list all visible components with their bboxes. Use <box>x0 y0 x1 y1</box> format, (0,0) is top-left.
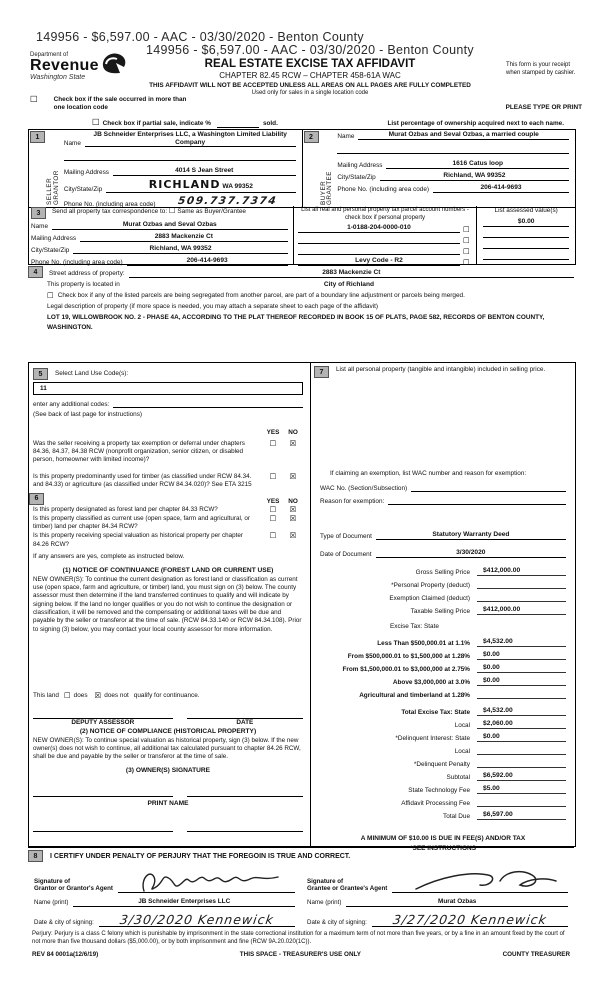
section-4 <box>28 266 574 332</box>
section-3 <box>28 206 576 265</box>
partial-sale-checkbox[interactable]: ☐ <box>92 118 100 128</box>
buyer-address-value[interactable]: 1616 Catus loop <box>386 160 569 169</box>
date-of-document-value[interactable]: 3/30/2020 <box>376 549 566 558</box>
personal-deduct-value[interactable] <box>477 580 566 589</box>
additional-codes-value[interactable] <box>113 399 303 408</box>
s6-q1-yes-checkbox[interactable]: ☐ <box>269 504 277 514</box>
section-8 <box>28 847 574 958</box>
s6-q3-no-checkbox[interactable]: ☒ <box>289 531 297 541</box>
delinquent-penalty-label: *Delinquent Penalty <box>413 761 470 768</box>
ownership-note: List percentage of ownership acquired next to each name. <box>387 119 564 127</box>
tier2-value[interactable]: $0.00 <box>477 651 566 660</box>
local-value[interactable]: $2,060.00 <box>477 720 566 729</box>
agricultural-label: Agricultural and timberland at 1.28% <box>359 692 470 699</box>
same-as-buyer-checkbox[interactable]: ☐ <box>168 206 176 215</box>
mid-box <box>28 362 576 852</box>
wac-value[interactable] <box>411 483 566 492</box>
s5-question-1: Was the seller receiving a property tax exemption or deferral under chapters 84.36, 84.37, 84.38 RCW (nonprofit organization, senior citizen, or disabled person, homeowner with limited income)? ☐ ☒ <box>33 440 303 465</box>
s5-q2-yes-checkbox[interactable]: ☐ <box>269 471 277 481</box>
grantor-signature-field[interactable] <box>118 870 295 893</box>
section-3-number: 3 <box>31 207 46 219</box>
owner-signature-line-1[interactable] <box>33 788 173 797</box>
grantee-signing-block <box>301 865 574 927</box>
exemption-deduct-value[interactable] <box>477 593 566 602</box>
s6-q2-yes-checkbox[interactable]: ☐ <box>269 514 277 524</box>
grantor-signing-block <box>28 865 301 927</box>
s3-phone-value[interactable]: 206-414-9693 <box>127 257 288 266</box>
legal-description-label: Legal description of property (if more space is needed, you may attach a separate sheet to each page of the affidavit) <box>47 303 378 310</box>
owners-signature-title: (3) OWNER(S) SIGNATURE <box>125 766 211 774</box>
buyer-name-value[interactable]: Murat Ozbas and Seval Ozbas, a married couple <box>358 131 569 140</box>
gross-price-value[interactable]: $412,000.00 <box>477 567 566 576</box>
deputy-assessor-signature-line[interactable] <box>33 710 173 719</box>
multi-location-label: Check box if the sale occurred in more than one location code <box>53 96 187 111</box>
taxable-price-label: Taxable Selling Price <box>410 608 470 615</box>
section-4-number: 4 <box>28 266 43 278</box>
print-name-title: PRINT NAME <box>147 799 189 807</box>
land-use-label: Select Land Use Code(s): <box>55 370 129 377</box>
cashier-stamp-line-1: 149956 - $6,597.00 - AAC - 03/30/2020 - Benton County <box>36 30 364 44</box>
parcel-1-checkbox[interactable]: ☐ <box>462 224 470 234</box>
levy-code-value[interactable]: Levy Code - R2 <box>298 257 461 266</box>
agricultural-value[interactable] <box>477 690 566 699</box>
delinquent-interest-value[interactable]: $0.00 <box>477 733 566 742</box>
s6-q1-no-checkbox[interactable]: ☒ <box>289 504 297 514</box>
seller-city-label: City/State/Zip <box>63 185 103 193</box>
section-5-number: 5 <box>33 368 48 380</box>
assessed-4-value[interactable] <box>483 251 569 260</box>
buyer-city-label: City/State/Zip <box>337 174 376 181</box>
s6-question-2: Is this property classified as current use (open space, farm and agricultural, or timber) land per chapter 84.34 RCW? ☐ ☒ <box>33 515 303 531</box>
total-due-label: Total Due <box>443 813 470 820</box>
parcel-3-checkbox[interactable]: ☐ <box>462 246 470 256</box>
s6-yes-header: YES <box>266 497 280 505</box>
assessed-1-value[interactable]: $0.00 <box>483 218 569 227</box>
processing-fee-label: Affidavit Processing Fee <box>401 800 470 807</box>
deputy-assessor-label: DEPUTY ASSESSOR <box>71 718 135 726</box>
grantor-name-print-value[interactable]: JB Schneider Enterprises LLC <box>73 898 295 907</box>
parcel-1-value[interactable]: 1-0188-204-0000-010 <box>298 224 461 233</box>
grantee-signature-label: Signature of Grantee or Grantee's Agent <box>307 877 388 893</box>
assessed-2-value[interactable] <box>483 229 569 238</box>
assessed-3-value[interactable] <box>483 240 569 249</box>
single-location-note: Used only for sales in a single location code <box>251 90 369 96</box>
notice-compliance-title: (2) NOTICE OF COMPLIANCE (HISTORICAL PROPERTY) <box>79 727 257 735</box>
seller-section <box>29 130 302 207</box>
reason-label: Reason for exemption: <box>320 498 385 505</box>
tier1-value[interactable]: $4,532.00 <box>477 638 566 647</box>
s3-phone-label: Phone No. (including area code) <box>31 259 123 266</box>
land-use-input[interactable]: 11 <box>33 382 303 395</box>
s3-address-label: Mailing Address <box>31 235 77 242</box>
tech-fee-label: State Technology Fee <box>408 787 470 794</box>
grantor-signature <box>136 867 286 895</box>
richland-stamp: RICHLAND <box>148 178 221 192</box>
local2-label: Local <box>454 748 470 755</box>
dept-name: Revenue <box>30 57 99 74</box>
assessor-date-label: DATE <box>236 718 254 726</box>
segregated-checkbox[interactable]: ☐ <box>47 291 54 300</box>
s5-question-2: Is this property predominantly used for timber (as classified under RCW 84.34. and 84.33) or agriculture (as classified under RCW 84.34.020)? See ETA 3215 ☐ ☒ <box>33 473 303 489</box>
parties-box <box>28 129 576 208</box>
s3-address-value[interactable]: 2883 Mackenzie Ct <box>80 233 287 242</box>
section-7-column <box>311 363 575 852</box>
seller-name-value[interactable]: JB Schneider Enterprises LLC, a Washington Limited Liability Company <box>85 131 296 147</box>
parcel-2-value[interactable] <box>298 235 461 244</box>
parcel-3-value[interactable] <box>298 246 461 255</box>
parcel-header: List all real and personal property tax parcel account numbers - check box if personal property <box>301 207 469 221</box>
send-correspondence-label: Send all property tax correspondence to: ☐ Same as Buyer/Grantee <box>52 206 246 215</box>
type-of-document-label: Type of Document <box>320 533 372 540</box>
date-of-document-label: Date of Document <box>320 551 372 558</box>
dept-sub: Washington State <box>30 74 86 81</box>
grantor-date-city-value[interactable]: 3/30/2020 Kennewick <box>99 908 295 927</box>
does-checkbox[interactable]: ☐ <box>63 691 71 701</box>
buyer-name-label: Name <box>337 133 355 140</box>
certify-statement: I CERTIFY UNDER PENALTY OF PERJURY THAT THE FOREGOIN IS TRUE AND CORRECT. <box>50 852 351 860</box>
rev-code: REV 84 0001a(12/6/19) <box>32 951 99 958</box>
s3-name-value[interactable]: Murat Ozbas and Seval Ozbas <box>52 221 288 230</box>
street-address-value[interactable]: 2883 Mackenzie Ct <box>129 269 574 278</box>
tier3-value[interactable]: $0.00 <box>477 664 566 673</box>
s3-name-label: Name <box>31 223 49 230</box>
wac-label: WAC No. (Section/Subsection) <box>320 485 408 492</box>
s3-city-label: City/State/Zip <box>31 247 70 254</box>
subtotal-label: Subtotal <box>446 774 470 781</box>
tech-fee-value[interactable]: $5.00 <box>477 785 566 794</box>
s5-q1-yes-checkbox[interactable]: ☐ <box>269 439 277 448</box>
grantor-date-city-label: Date & city of signing: <box>34 919 94 927</box>
assessed-header: List assessed value(s) <box>494 207 558 214</box>
section-7-number: 7 <box>314 366 329 378</box>
buyer-side-label: BUYER GRANTEE <box>319 171 334 205</box>
s6-q2-no-checkbox[interactable]: ☒ <box>289 514 297 524</box>
seller-side-label: SELLER GRANTOR <box>46 170 60 205</box>
local-label: Local <box>454 722 470 729</box>
multi-location-checkbox[interactable]: ☐ <box>30 95 38 105</box>
parcel-2-checkbox[interactable]: ☐ <box>462 235 470 245</box>
exemption-deduct-label: Exemption Claimed (deduct) <box>389 595 470 602</box>
s6-question-1: Is this property designated as forest land per chapter 84.33 RCW? ☐ ☒ <box>33 506 303 514</box>
delinquent-penalty-value[interactable] <box>477 759 566 768</box>
notice-continuance-title: (1) NOTICE OF CONTINUANCE (FOREST LAND OR CURRENT USE) <box>62 566 274 574</box>
seller-phone-value[interactable]: 509.737.7374 <box>160 195 296 208</box>
located-in-label: This property is located in <box>47 281 120 288</box>
does-not-checkbox[interactable]: ☒ <box>94 691 102 701</box>
grantee-signature <box>410 867 560 895</box>
perjury-statement: Perjury: Perjury is a class C felony which is punishable by imprisonment in the state correctional institution for a maximum term of not more than five years, or by a fine in an amount fixed by the court of not more than five thousand dollars ($5,000.00), or by both imprisonment and fine (RCW 9A.20.020(1C)). <box>32 931 565 945</box>
s6-q3-yes-checkbox[interactable]: ☐ <box>269 531 277 541</box>
grantee-date-city-label: Date & city of signing: <box>307 919 367 927</box>
minimum-note-2: *SEE INSTRUCTIONS <box>409 844 477 852</box>
type-or-print-label: PLEASE TYPE OR PRINT <box>505 104 582 111</box>
treasurer-space-label: THIS SPACE - TREASURER'S USE ONLY <box>239 951 361 958</box>
seller-city-value[interactable]: RICHLAND WA 99352 <box>106 179 295 193</box>
s5-q1-no-checkbox[interactable]: ☒ <box>289 439 297 448</box>
seller-phone-label: Phone No. (including area code) <box>63 200 156 208</box>
tier4-label: Above $3,000,000 at 3.0% <box>392 679 470 686</box>
s6-no-header: NO <box>288 497 298 505</box>
gross-price-label: Gross Selling Price <box>415 569 470 576</box>
notice-compliance-body: NEW OWNER(S): To continue special valuation as historical property, sign (3) below. If the new owner(s) does not wish to continue, all additional tax calculated pursuant to chapter 84.26 RCW, shall be due and payable by the seller or transferor at the time of sale. <box>33 736 301 761</box>
s5-q2-no-checkbox[interactable]: ☒ <box>289 471 297 481</box>
legal-description-value[interactable]: LOT 19, WILLOWBROOK NO. 2 - PHASE 4A, ACCORDING TO THE PLAT THEREOF RECORDED IN BOOK 15 OF PLATS, PAGE 582, RECORDS OF BENTON COUNTY, WASHINGTON. <box>47 314 545 331</box>
partial-sale-label: Check box if partial sale, indicate % <box>102 119 211 127</box>
section-5-6-column <box>29 363 311 846</box>
s3-city-value[interactable]: Richland, WA 99352 <box>73 245 287 254</box>
type-of-document-value[interactable]: Statutory Warranty Deed <box>376 531 566 540</box>
county-treasurer-label: COUNTY TREASURER <box>502 951 570 958</box>
s6-question-3: Is this property receiving special valuation as historical property per chapter 84.26 RCW? ☐ ☒ <box>33 532 303 548</box>
notice-continuance-body: NEW OWNER(S): To continue the current designation as forest land or classification as current use (open space, farm and agriculture, or timber) land, you must sign on (3) below. The county assessor must then determine if the land transferred continues to qualify and will indicate by signing below. If the land no longer qualifies or you do not wish to continue the designation or classification, it will be removed and the compensating or additional taxes will be due and payable by the seller or transferor at the time of sale. (RCW 84.33.140 or RCW 84.34.108). Prior to signing (3) below, you may contact your local county assessor for more information. <box>33 575 302 633</box>
dept-of-label: Department of <box>30 52 69 58</box>
total-state-label: Total Excise Tax: State <box>401 709 470 716</box>
additional-codes-label: enter any additional codes: <box>33 401 110 408</box>
grantee-name-print-label: Name (print) <box>307 899 342 907</box>
s5-no-header: NO <box>288 429 298 436</box>
subtotal-value[interactable]: $6,592.00 <box>477 772 566 781</box>
grantor-name-print-label: Name (print) <box>34 899 69 907</box>
partial-percent-field[interactable] <box>217 120 259 128</box>
cashier-stamp-line-2: 149956 - $6,597.00 - AAC - 03/30/2020 - Benton County <box>146 43 474 57</box>
section-8-number: 8 <box>28 850 43 862</box>
instructions-note: (See back of last page for instructions) <box>33 411 143 418</box>
delinquent-interest-label: *Delinquent Interest: State <box>395 735 470 742</box>
grantee-signature-field[interactable] <box>392 870 568 893</box>
grantor-signature-label: Signature of Grantor or Grantor's Agent <box>34 877 113 893</box>
assessor-date-line[interactable] <box>187 710 303 719</box>
form-warning: THIS AFFIDAVIT WILL NOT BE ACCEPTED UNLESS ALL AREAS ON ALL PAGES ARE FULLY COMPLETED <box>149 82 471 89</box>
section-6-number: 6 <box>29 493 44 505</box>
personal-property-label: List all personal property (tangible and intangible) included in selling price. <box>336 366 546 373</box>
buyer-phone-label: Phone No. (including area code) <box>337 186 430 193</box>
street-address-label: Street address of property: <box>49 270 125 277</box>
buyer-address-label: Mailing Address <box>337 162 383 169</box>
if-yes-note: If any answers are yes, complete as instructed below. <box>33 552 185 560</box>
seller-address-label: Mailing Address <box>63 169 109 177</box>
buyer-name-extra-line[interactable] <box>337 146 569 154</box>
processing-fee-value[interactable] <box>477 798 566 807</box>
total-due-value[interactable]: $6,597.00 <box>477 811 566 820</box>
print-name-line-2[interactable] <box>187 823 303 832</box>
buyer-phone-value[interactable]: 206-414-9693 <box>433 184 569 193</box>
buyer-section <box>302 130 576 207</box>
segregated-label: Check box if any of the listed parcels are being segregated from another parcel, are part of a boundary line adjustment or parcels being merged. <box>57 292 465 299</box>
tier1-label: Less Than $500,000.01 at 1.1% <box>377 640 470 647</box>
seller-address-value[interactable]: 4014 S Jean Street <box>113 167 296 176</box>
form-title: REAL ESTATE EXCISE TAX AFFIDAVIT <box>204 58 416 70</box>
form-subtitle: CHAPTER 82.45 RCW – CHAPTER 458-61A WAC <box>219 71 401 80</box>
print-name-line-1[interactable] <box>33 823 173 832</box>
personal-deduct-label: *Personal Property (deduct) <box>391 582 470 589</box>
section-2-number: 2 <box>304 131 319 143</box>
exemption-note: If claiming an exemption, list WAC number and reason for exemption: <box>330 470 527 477</box>
reason-value[interactable] <box>388 496 566 505</box>
grantee-name-print-value[interactable]: Murat Ozbas <box>346 898 568 907</box>
located-in-value[interactable]: City of Richland <box>323 281 374 288</box>
tier2-label: From $500,000.01 to $1,500,000 at 1.28% <box>347 653 470 660</box>
levy-code-checkbox[interactable]: ☐ <box>462 257 470 267</box>
tier4-value[interactable]: $0.00 <box>477 677 566 686</box>
continuance-row: This land ☐ does ☒ does not qualify for continuance. <box>33 691 200 701</box>
local2-value[interactable] <box>477 746 566 755</box>
tier3-label: From $1,500,000.01 to $3,000,000 at 2.75% <box>342 666 470 673</box>
taxable-price-value[interactable]: $412,000.00 <box>477 606 566 615</box>
buyer-city-value[interactable]: Richland, WA 99352 <box>380 172 569 181</box>
seller-name-extra-line[interactable] <box>64 153 296 161</box>
seller-name-label: Name <box>63 140 81 148</box>
section-1-number: 1 <box>30 131 45 143</box>
s5-yes-header: YES <box>266 429 280 436</box>
grantee-date-city-value[interactable]: 3/27/2020 Kennewick <box>372 908 568 927</box>
minimum-note-1: A MINIMUM OF $10.00 IS DUE IN FEE(S) AND/OR TAX <box>360 835 526 842</box>
owner-signature-line-2[interactable] <box>187 788 303 797</box>
receipt-note: This form is your receipt when stamped by cashier. <box>506 62 576 76</box>
excise-tax-header: Excise Tax: State <box>390 623 439 630</box>
partial-sold-label: sold. <box>262 119 278 127</box>
total-state-value[interactable]: $4,532.00 <box>477 707 566 716</box>
